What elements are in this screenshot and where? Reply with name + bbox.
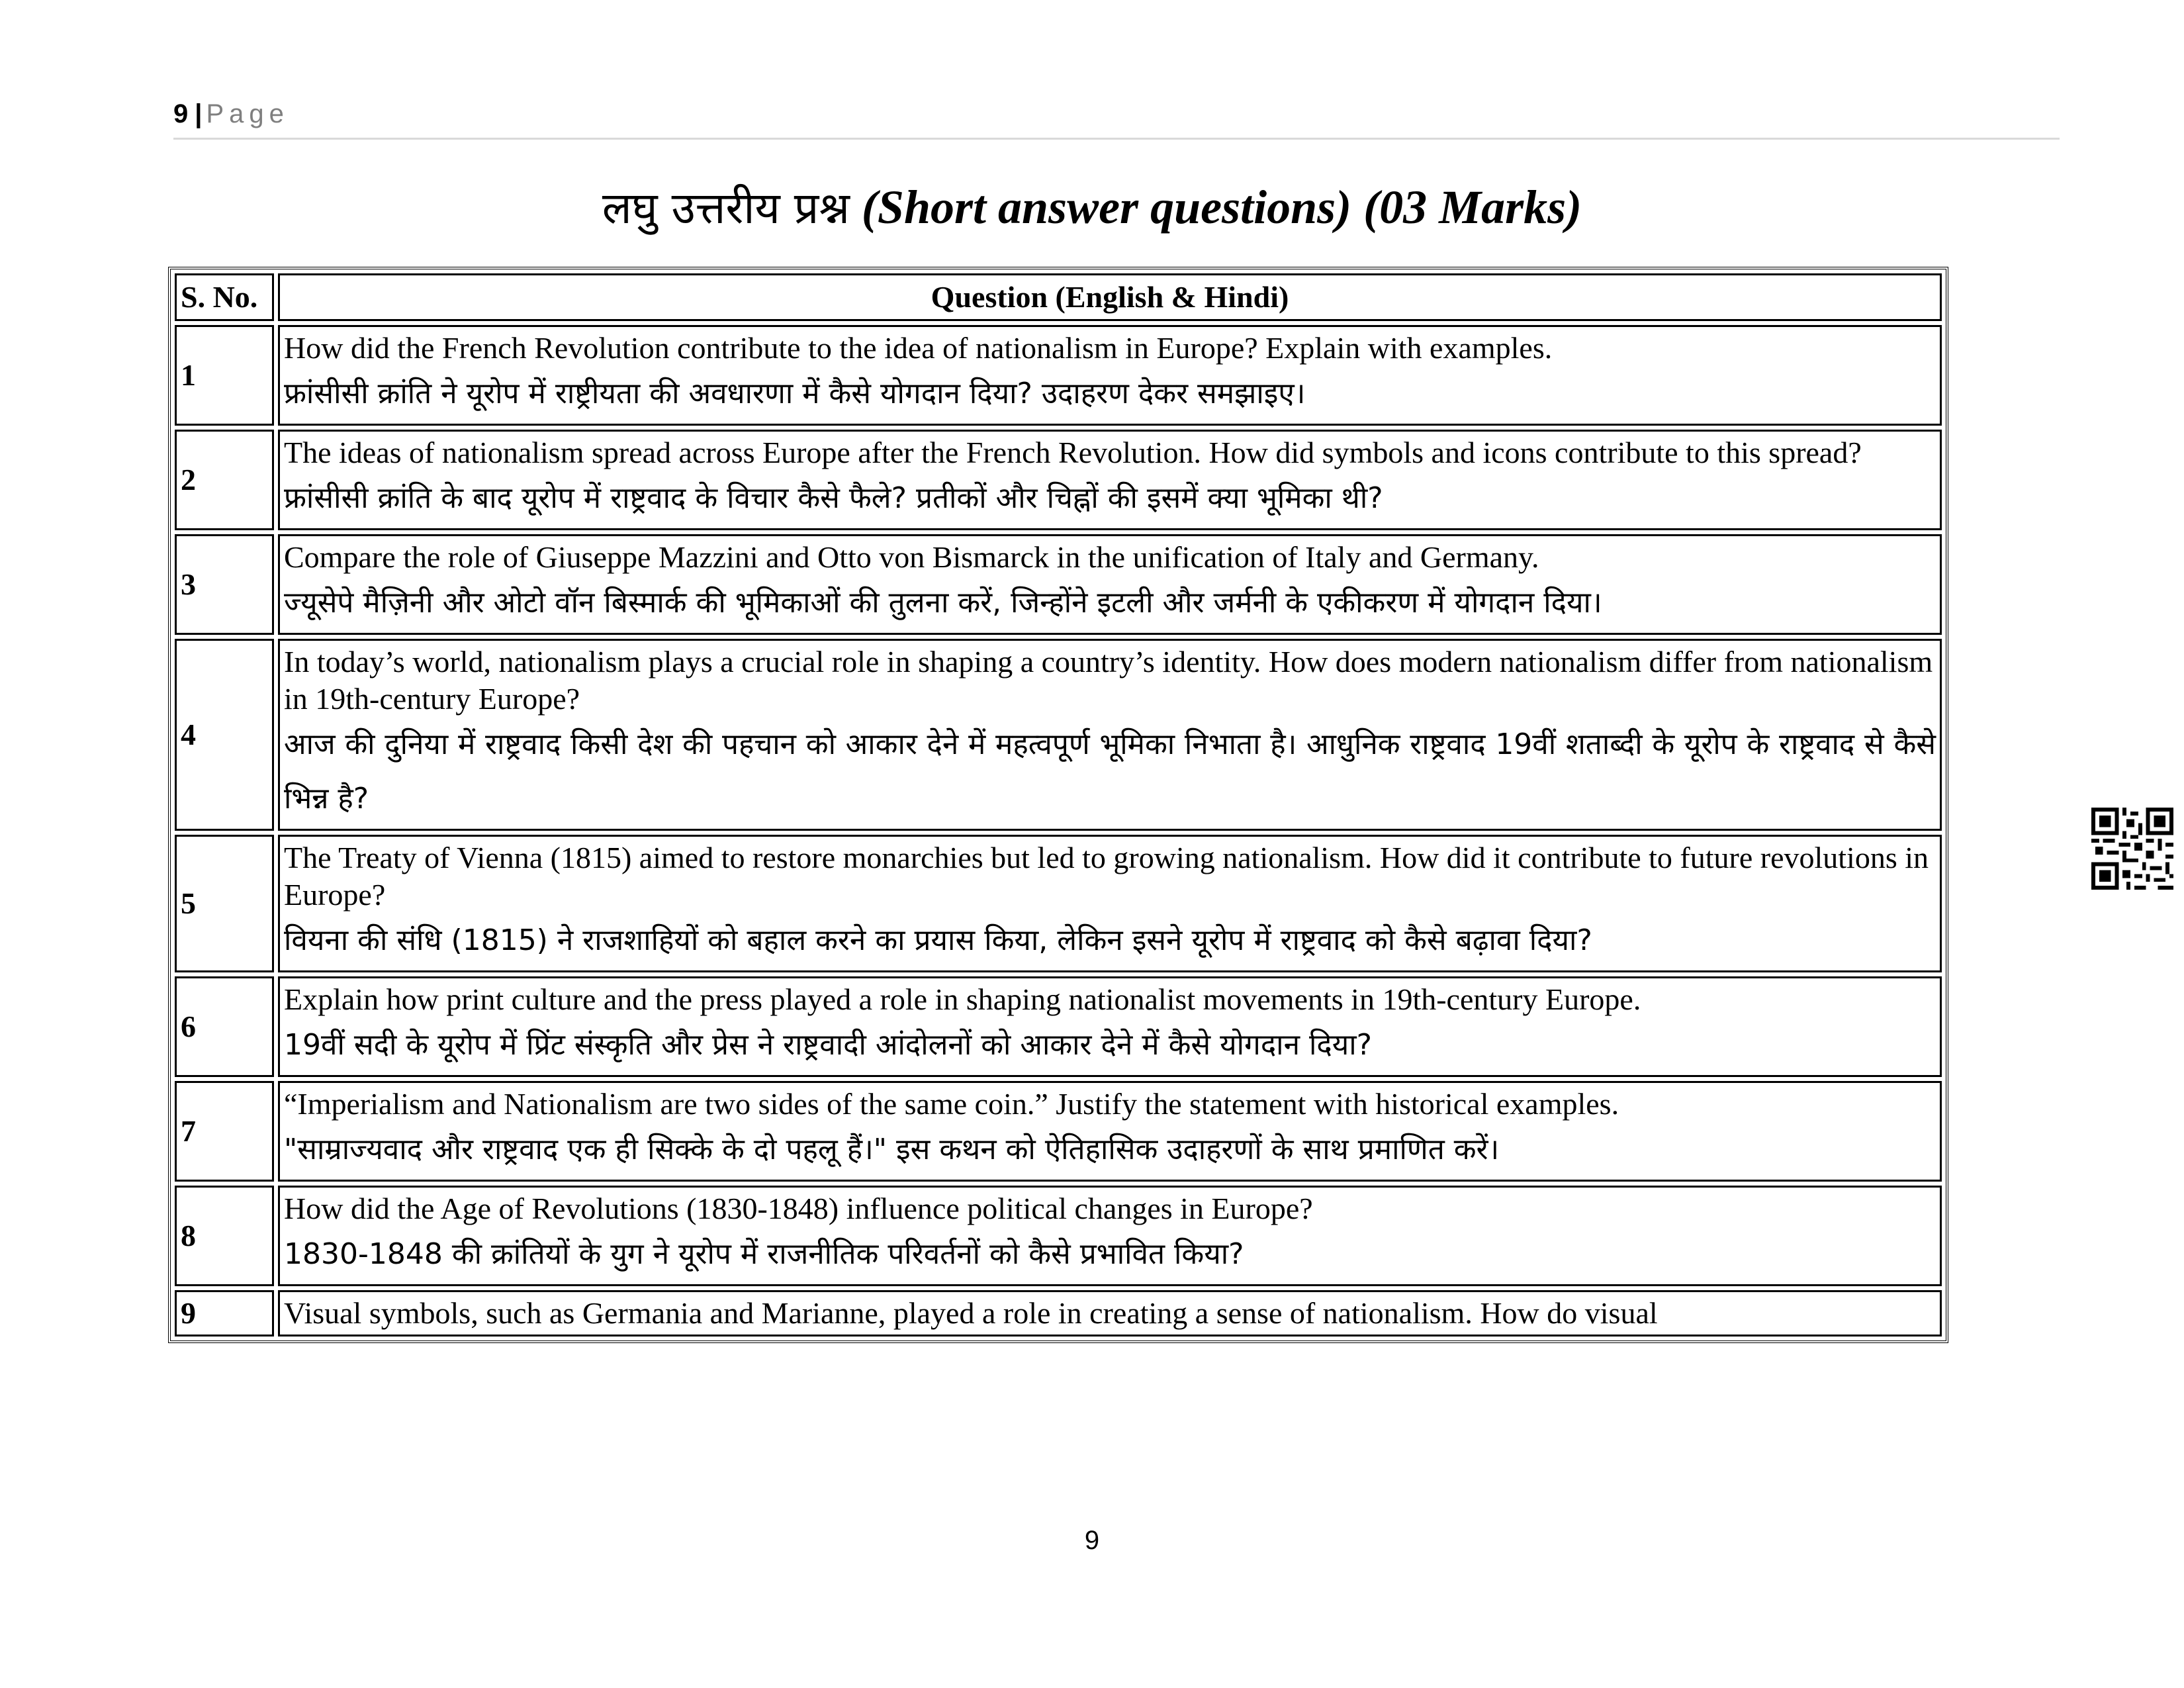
table-row xyxy=(175,325,1942,426)
row-question xyxy=(278,639,1942,831)
page-title xyxy=(0,177,2184,238)
row-sno: 8 xyxy=(175,1186,274,1286)
row-question xyxy=(278,976,1942,1077)
question-hindi: आज की दुनिया में राष्ट्रवाद किसी देश की पहचान को आकार देने में महत्वपूर्ण भूमिका निभाता है। आधुनिक राष्ट्रवाद 19वीं शताब्दी के यूरोप के राष्ट्रवाद से कैसे भिन्न है? xyxy=(284,727,1936,816)
question-hindi: वियना की संधि (1815) ने राजशाहियों को बहाल करने का प्रयास किया, लेकिन इसने यूरोप में राष्ट्रवाद को कैसे बढ़ावा दिया? xyxy=(284,923,1592,957)
question-english: How did the Age of Revolutions (1830-1848) influence political changes in Europe? xyxy=(284,1192,1313,1225)
table-header-row xyxy=(175,273,1942,321)
table-row xyxy=(175,430,1942,530)
table-row xyxy=(175,1081,1942,1182)
row-sno: 9 xyxy=(175,1290,274,1336)
row-sno: 5 xyxy=(175,835,274,972)
footer-page-number: 9 xyxy=(1084,1526,1100,1555)
row-sno: 3 xyxy=(175,534,274,635)
table-row xyxy=(175,1290,1942,1336)
row-question xyxy=(278,534,1942,635)
table-row xyxy=(175,534,1942,635)
row-question xyxy=(278,430,1942,530)
title-english: (Short answer questions) (03 Marks) xyxy=(861,181,1582,234)
table-row xyxy=(175,976,1942,1077)
row-sno: 7 xyxy=(175,1081,274,1182)
row-question xyxy=(278,835,1942,972)
question-english: Explain how print culture and the press played a role in shaping nationalist movements in 19th-century Europe. xyxy=(284,982,1641,1016)
table-row xyxy=(175,835,1942,972)
header-page-word: Page xyxy=(206,99,289,128)
question-english: In today’s world, nationalism plays a crucial role in shaping a country’s identity. How does modern nationalism differ from nationalism in 19th-century Europe? xyxy=(284,645,1933,716)
question-hindi: 1830-1848 की क्रांतियों के युग ने यूरोप में राजनीतिक परिवर्तनों को कैसे प्रभावित किया? xyxy=(284,1237,1244,1271)
question-english: Visual symbols, such as Germania and Marianne, played a role in creating a sense of nationalism. How do visual xyxy=(284,1296,1658,1330)
header-sno: S. No. xyxy=(175,273,274,321)
table-row xyxy=(175,1186,1942,1286)
question-hindi: ज्यूसेपे मैज़िनी और ओटो वॉन बिस्मार्क की भूमिकाओं की तुलना करें, जिन्होंने इटली और जर्मनी के एकीकरण में योगदान दिया। xyxy=(284,586,1602,620)
question-english: The Treaty of Vienna (1815) aimed to restore monarchies but led to growing nationalism. How did it contribute to future revolutions in Europe? xyxy=(284,841,1929,912)
question-hindi: फ्रांसीसी क्रांति के बाद यूरोप में राष्ट्रवाद के विचार कैसे फैले? प्रतीकों और चिह्नों की इसमें क्या भूमिका थी? xyxy=(284,481,1383,515)
question-hindi: "साम्राज्यवाद और राष्ट्रवाद एक ही सिक्के के दो पहलू हैं।" इस कथन को ऐतिहासिक उदाहरणों के साथ प्रमाणित करें। xyxy=(284,1133,1500,1166)
title-hindi: लघु उत्तरीय प्रश्न xyxy=(602,183,850,234)
question-english: How did the French Revolution contribute to the idea of nationalism in Europe? Explain with examples. xyxy=(284,331,1553,365)
page-header xyxy=(173,99,2060,140)
header-page-number: 9 xyxy=(173,99,189,128)
question-english: Compare the role of Giuseppe Mazzini and Otto von Bismarck in the unification of Italy and Germany. xyxy=(284,540,1539,574)
row-question xyxy=(278,1290,1942,1336)
row-question xyxy=(278,1186,1942,1286)
row-question xyxy=(278,325,1942,426)
qr-code-icon xyxy=(2091,808,2173,890)
row-sno: 1 xyxy=(175,325,274,426)
question-hindi: फ्रांसीसी क्रांति ने यूरोप में राष्ट्रीयता की अवधारणा में कैसे योगदान दिया? उदाहरण देकर समझाइए। xyxy=(284,377,1306,410)
table-row xyxy=(175,639,1942,831)
header-question: Question (English & Hindi) xyxy=(278,273,1942,321)
question-english: The ideas of nationalism spread across Europe after the French Revolution. How did symbols and icons contribute to this spread? xyxy=(284,436,1862,469)
question-english: “Imperialism and Nationalism are two sides of the same coin.” Justify the statement with historical examples. xyxy=(284,1087,1619,1121)
question-hindi: 19वीं सदी के यूरोप में प्रिंट संस्कृति और प्रेस ने राष्ट्रवादी आंदोलनों को आकार देने में कैसे योगदान दिया? xyxy=(284,1028,1373,1062)
row-question xyxy=(278,1081,1942,1182)
header-separator: | xyxy=(195,99,203,128)
row-sno: 6 xyxy=(175,976,274,1077)
row-sno: 4 xyxy=(175,639,274,831)
row-sno: 2 xyxy=(175,430,274,530)
questions-table xyxy=(168,267,1948,1343)
